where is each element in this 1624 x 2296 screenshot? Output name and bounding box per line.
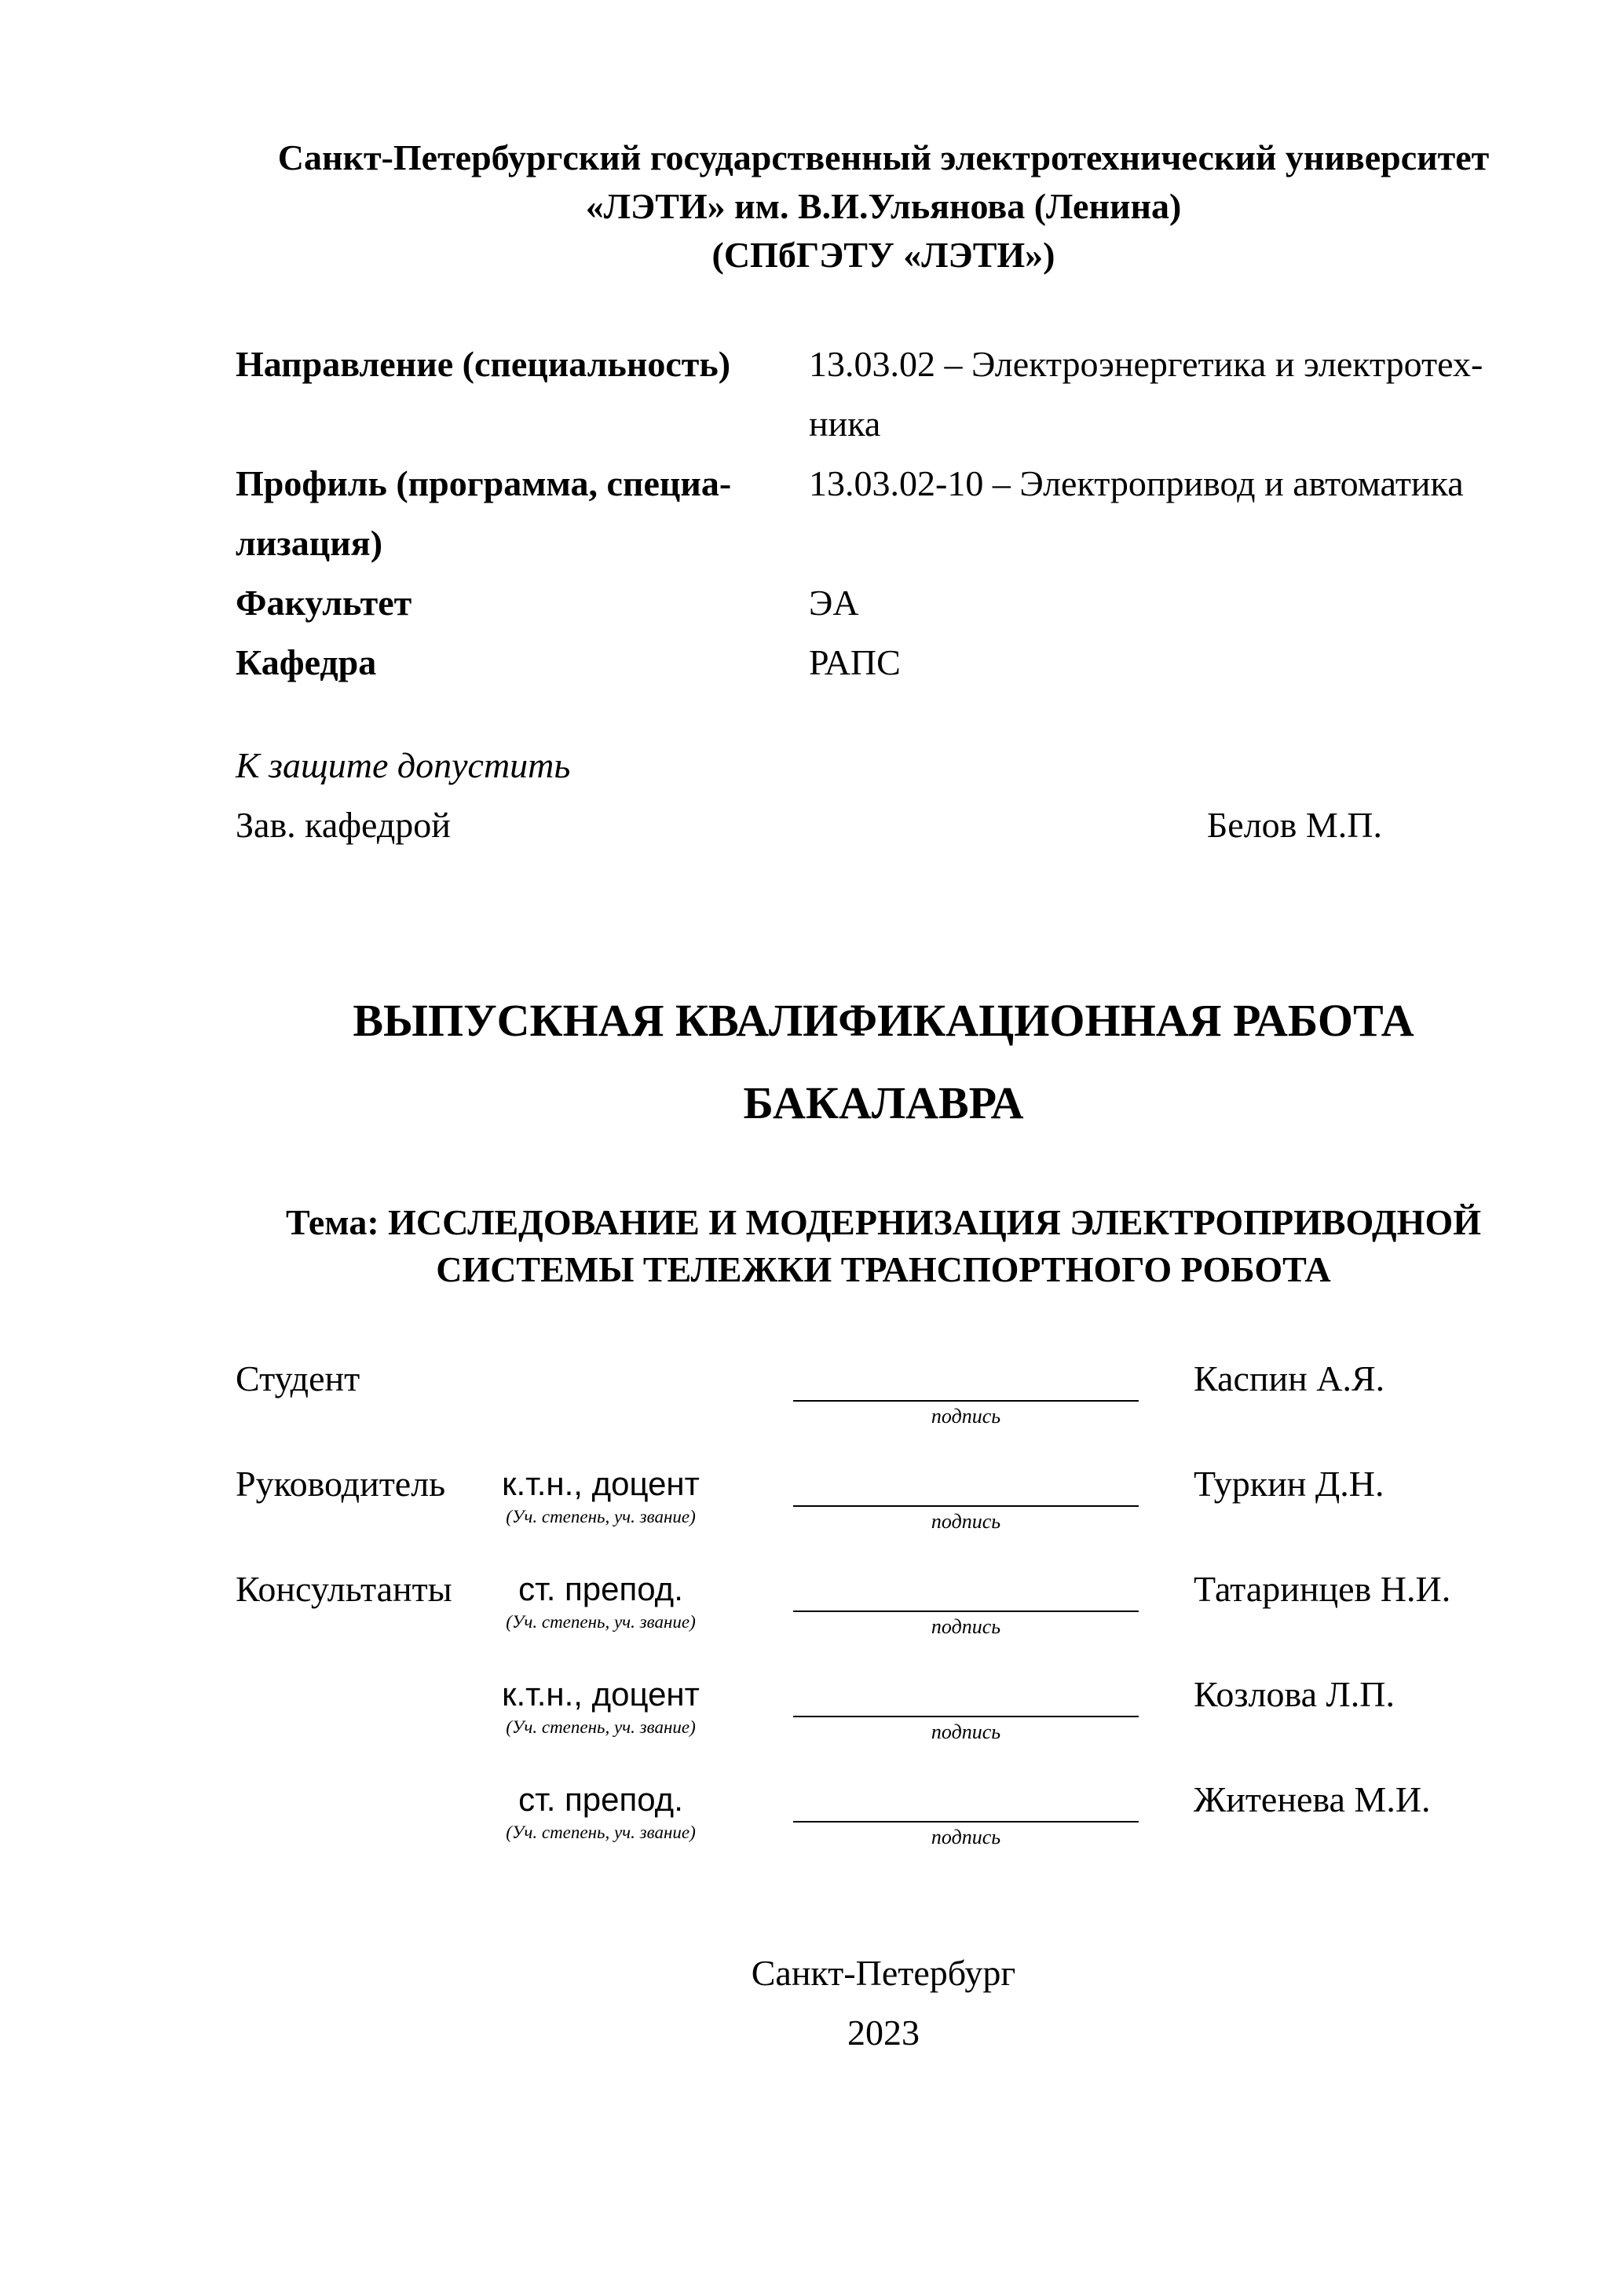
department-head-name: Белов М.П. xyxy=(1206,804,1382,845)
sig-line-consultant-3 xyxy=(793,1777,1139,1849)
info-row-faculty xyxy=(236,573,1531,633)
signature-line xyxy=(793,1356,1139,1402)
department-label: Кафедра xyxy=(236,642,377,682)
sig-name-consultant-3: Житенева М.И. xyxy=(1194,1779,1431,1819)
thesis-theme-line2: СИСТЕМЫ ТЕЛЕЖКИ ТРАНСПОРТНОГО РОБОТА xyxy=(436,1249,1331,1289)
profile-value xyxy=(809,454,1531,573)
degree-caption: (Уч. степень, уч. звание) xyxy=(506,1611,696,1632)
degree-caption: (Уч. степень, уч. звание) xyxy=(506,1506,696,1526)
sig-row-student xyxy=(236,1356,1531,1428)
signature-caption: подпись xyxy=(931,1825,1001,1848)
sig-row-supervisor xyxy=(236,1461,1531,1534)
sig-role-student: Студент xyxy=(236,1358,360,1398)
info-row-department xyxy=(236,633,1531,693)
signature-caption: подпись xyxy=(931,1509,1001,1533)
sig-line-student xyxy=(793,1356,1139,1428)
sig-role-consultants: Консультанты xyxy=(236,1568,452,1609)
thesis-theme xyxy=(236,1199,1531,1293)
sig-name-consultant-2: Козлова Л.П. xyxy=(1194,1673,1395,1714)
degree-text: к.т.н., доцент xyxy=(502,1464,700,1502)
sig-row-consultant-2 xyxy=(236,1672,1531,1744)
direction-value xyxy=(809,335,1531,454)
direction-label: Направление (специальность) xyxy=(236,344,731,385)
footer-year: 2023 xyxy=(847,2012,920,2053)
thesis-theme-line1: Тема: ИССЛЕДОВАНИЕ И МОДЕРНИЗАЦИЯ ЭЛЕКТРОПРИВОДНОЙ xyxy=(285,1202,1482,1243)
signature-caption: подпись xyxy=(931,1404,1001,1428)
sig-name-supervisor: Туркин Д.Н. xyxy=(1194,1463,1384,1504)
profile-label-line1: Профиль (программа, специа- xyxy=(236,463,732,504)
sig-role-supervisor: Руководитель xyxy=(236,1463,446,1504)
signature-line xyxy=(793,1777,1139,1823)
profile-value-line: 13.03.02-10 – Электропривод и автоматика xyxy=(809,463,1464,504)
profile-label xyxy=(236,454,809,573)
signature-line xyxy=(793,1461,1139,1507)
sig-line-consultant-2 xyxy=(793,1672,1139,1744)
sig-degree-consultant-3 xyxy=(448,1777,754,1843)
degree-text: ст. препод. xyxy=(518,1570,683,1607)
degree-caption: (Уч. степень, уч. звание) xyxy=(506,1717,696,1737)
signature-caption: подпись xyxy=(931,1720,1001,1743)
sig-row-consultant-1 xyxy=(236,1567,1531,1639)
info-row-direction xyxy=(236,335,1531,454)
admit-to-defense-line: К защите допустить xyxy=(236,744,571,785)
university-abbreviation: (СПбГЭТУ «ЛЭТИ») xyxy=(711,235,1055,276)
university-name-leti: «ЛЭТИ» им. В.И.Ульянова (Ленина) xyxy=(585,186,1182,227)
department-head-row xyxy=(236,795,1531,855)
sig-line-supervisor xyxy=(793,1461,1139,1534)
sig-name-student: Каспин А.Я. xyxy=(1194,1358,1385,1398)
university-header xyxy=(236,133,1531,280)
sig-degree-supervisor xyxy=(448,1461,754,1527)
signature-line xyxy=(793,1567,1139,1612)
direction-value-line2: ника xyxy=(809,404,881,444)
direction-value-line1: 13.03.02 – Электроэнергетика и электротех- xyxy=(809,344,1483,385)
work-title xyxy=(236,980,1531,1144)
work-title-line1: ВЫПУСКНАЯ КВАЛИФИКАЦИОННАЯ РАБОТА xyxy=(353,995,1414,1047)
signature-line xyxy=(793,1672,1139,1717)
footer-block xyxy=(236,1943,1531,2063)
sig-name-consultant-1: Татаринцев Н.И. xyxy=(1194,1568,1451,1609)
degree-text: к.т.н., доцент xyxy=(502,1675,700,1713)
department-head-label: Зав. кафедрой xyxy=(236,804,451,845)
degree-caption: (Уч. степень, уч. звание) xyxy=(506,1822,696,1842)
faculty-label: Факультет xyxy=(236,582,412,623)
department-value: РАПС xyxy=(809,642,901,682)
program-info-table xyxy=(236,335,1531,692)
footer-city: Санкт-Петербург xyxy=(751,1952,1016,1993)
info-row-profile xyxy=(236,454,1531,573)
work-title-line2: БАКАЛАВРА xyxy=(743,1077,1024,1128)
sig-degree-consultant-2 xyxy=(448,1672,754,1738)
profile-label-line2: лизация) xyxy=(236,522,383,563)
sig-row-consultant-3 xyxy=(236,1777,1531,1849)
degree-text: ст. препод. xyxy=(518,1780,683,1818)
approval-block xyxy=(236,736,1531,855)
signature-caption: подпись xyxy=(931,1614,1001,1638)
signatures-table xyxy=(236,1356,1531,1849)
university-name: Санкт-Петербургский государственный электротехнический университет xyxy=(277,137,1490,177)
sig-line-consultant-1 xyxy=(793,1567,1139,1639)
faculty-value: ЭА xyxy=(809,582,859,623)
sig-degree-consultant-1 xyxy=(448,1567,754,1632)
